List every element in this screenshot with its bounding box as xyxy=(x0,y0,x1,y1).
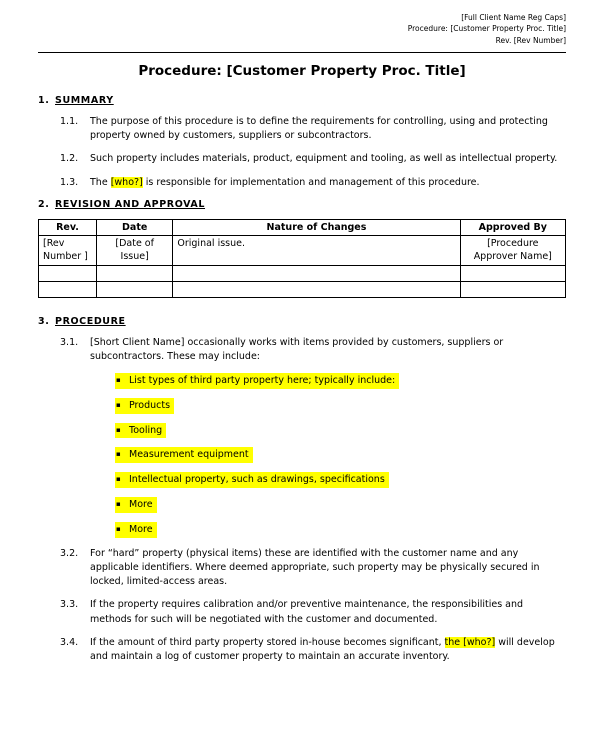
bullet-square-icon: ▪ xyxy=(116,524,121,533)
approved-cell xyxy=(460,265,565,281)
section1-number: 1. xyxy=(38,94,50,106)
approved-cell: [Procedure Approver Name] xyxy=(460,236,565,266)
bullet-text: Products xyxy=(129,399,171,411)
item-1-1-text: The purpose of this procedure is to define the requirements for controlling, using and protecting property owned by customers, suppliers or subcontractors. xyxy=(90,115,548,141)
item-3-3-text: If the property requires calibration and/or preventive maintenance, the responsibilities and methods for such will be negotiated with the customer and documented. xyxy=(90,599,524,625)
revision-table xyxy=(38,219,566,298)
item-1-2-number: 1.2. xyxy=(60,153,79,165)
section1-heading-row xyxy=(38,95,566,106)
bullet-text: More xyxy=(129,498,153,510)
nature-cell xyxy=(173,281,460,297)
item-1-2 xyxy=(60,152,566,166)
bullet-highlight xyxy=(115,497,157,513)
col-header-rev: Rev. xyxy=(39,219,97,235)
bullet-item-4 xyxy=(115,447,566,463)
item-3-4-text xyxy=(90,636,566,665)
item-1-3-text-post: is responsible for implementation and management of this procedure. xyxy=(142,176,480,188)
revision-table-row-3 xyxy=(39,281,566,297)
bullet-text: More xyxy=(129,523,153,535)
bullet-item-7 xyxy=(115,522,566,538)
bullet-square-icon: ▪ xyxy=(116,376,121,385)
item-3-4-text-pre: If the amount of third party property stored in-house becomes significant, xyxy=(90,636,445,648)
bullet-highlight xyxy=(115,373,399,389)
bullet-item-1 xyxy=(115,373,566,389)
item-1-1 xyxy=(60,115,566,144)
section2-number: 2. xyxy=(38,198,50,210)
bullet-highlight xyxy=(115,522,157,538)
bullet-highlight xyxy=(115,423,166,439)
date-cell xyxy=(96,265,172,281)
revision-table-row-2 xyxy=(39,265,566,281)
item-1-3 xyxy=(60,176,566,190)
item-1-3-number: 1.3. xyxy=(60,176,79,188)
header-procedure-title: Procedure: [Customer Property Proc. Title] xyxy=(407,24,566,34)
approved-cell xyxy=(460,281,565,297)
item-1-3-text xyxy=(90,176,566,190)
item-1-1-number: 1.1. xyxy=(60,115,79,127)
revision-table-header-row xyxy=(39,219,566,235)
bullet-item-5 xyxy=(115,472,566,488)
date-cell: [Date of Issue] xyxy=(96,236,172,266)
who-placeholder-highlight: [who?] xyxy=(110,176,143,188)
bullet-highlight xyxy=(115,472,389,488)
header-divider xyxy=(38,52,566,53)
who-placeholder-highlight: the [who?] xyxy=(444,636,496,648)
bullet-square-icon: ▪ xyxy=(116,425,121,434)
rev-cell: [Rev Number ] xyxy=(39,236,97,266)
bullet-item-2 xyxy=(115,398,566,414)
item-3-4 xyxy=(60,636,566,665)
nature-cell: Original issue. xyxy=(173,236,460,266)
section2-title: REVISION AND APPROVAL xyxy=(55,198,206,210)
bullet-square-icon: ▪ xyxy=(116,499,121,508)
bullet-text: List types of third party property here; typically include: xyxy=(129,375,396,387)
bullet-text: Tooling xyxy=(129,424,163,436)
nature-cell xyxy=(173,265,460,281)
col-header-nature-of-changes: Nature of Changes xyxy=(173,219,460,235)
bullet-highlight xyxy=(115,447,253,463)
item-3-4-text-post: will develop and maintain a log of customer property to maintain an accurate inventory. xyxy=(90,636,555,662)
item-3-1 xyxy=(60,336,566,365)
bullet-square-icon: ▪ xyxy=(116,475,121,484)
rev-cell xyxy=(39,265,97,281)
item-1-2-text: Such property includes materials, product, equipment and tooling, as well as intellectual property. xyxy=(90,153,558,165)
bullet-square-icon: ▪ xyxy=(116,450,121,459)
bullet-text: Intellectual property, such as drawings, specifications xyxy=(129,474,385,486)
col-header-approved-by: Approved By xyxy=(460,219,565,235)
item-1-3-text-pre: The xyxy=(90,176,111,188)
item-3-2-text: For “hard” property (physical items) these are identified with the customer name and any applicable identifiers. Where deemed appropriate, such property may be physically secured in locked, limited-access areas. xyxy=(90,547,540,587)
bullet-square-icon: ▪ xyxy=(116,400,121,409)
document-title: Procedure: [Customer Property Proc. Title] xyxy=(138,62,466,79)
section3-number: 3. xyxy=(38,315,50,327)
bullet-item-6 xyxy=(115,497,566,513)
page-header xyxy=(38,12,566,46)
section2-heading-row xyxy=(38,199,566,210)
item-3-2 xyxy=(60,547,566,590)
section-revision-approval xyxy=(38,199,566,298)
item-3-1-number: 3.1. xyxy=(60,336,79,348)
header-rev-number: Rev. [Rev Number] xyxy=(495,35,566,45)
col-header-date: Date xyxy=(96,219,172,235)
item-3-4-number: 3.4. xyxy=(60,636,79,648)
bullet-highlight xyxy=(115,398,174,414)
date-cell xyxy=(96,281,172,297)
section-summary xyxy=(38,95,566,190)
bullet-item-3 xyxy=(115,423,566,439)
revision-table-row-1 xyxy=(39,236,566,266)
section3-title: PROCEDURE xyxy=(55,315,126,327)
bullet-text: Measurement equipment xyxy=(129,449,249,461)
item-3-2-number: 3.2. xyxy=(60,547,79,559)
item-3-3-number: 3.3. xyxy=(60,599,79,611)
item-3-3 xyxy=(60,598,566,627)
item-3-1-text: [Short Client Name] occasionally works with items provided by customers, suppliers or subcontractors. These may include: xyxy=(90,336,504,362)
section-procedure xyxy=(38,316,566,665)
rev-cell xyxy=(39,281,97,297)
section1-title: SUMMARY xyxy=(55,94,114,106)
header-client-name: [Full Client Name Reg Caps] xyxy=(461,13,566,22)
section3-heading-row xyxy=(38,316,566,327)
